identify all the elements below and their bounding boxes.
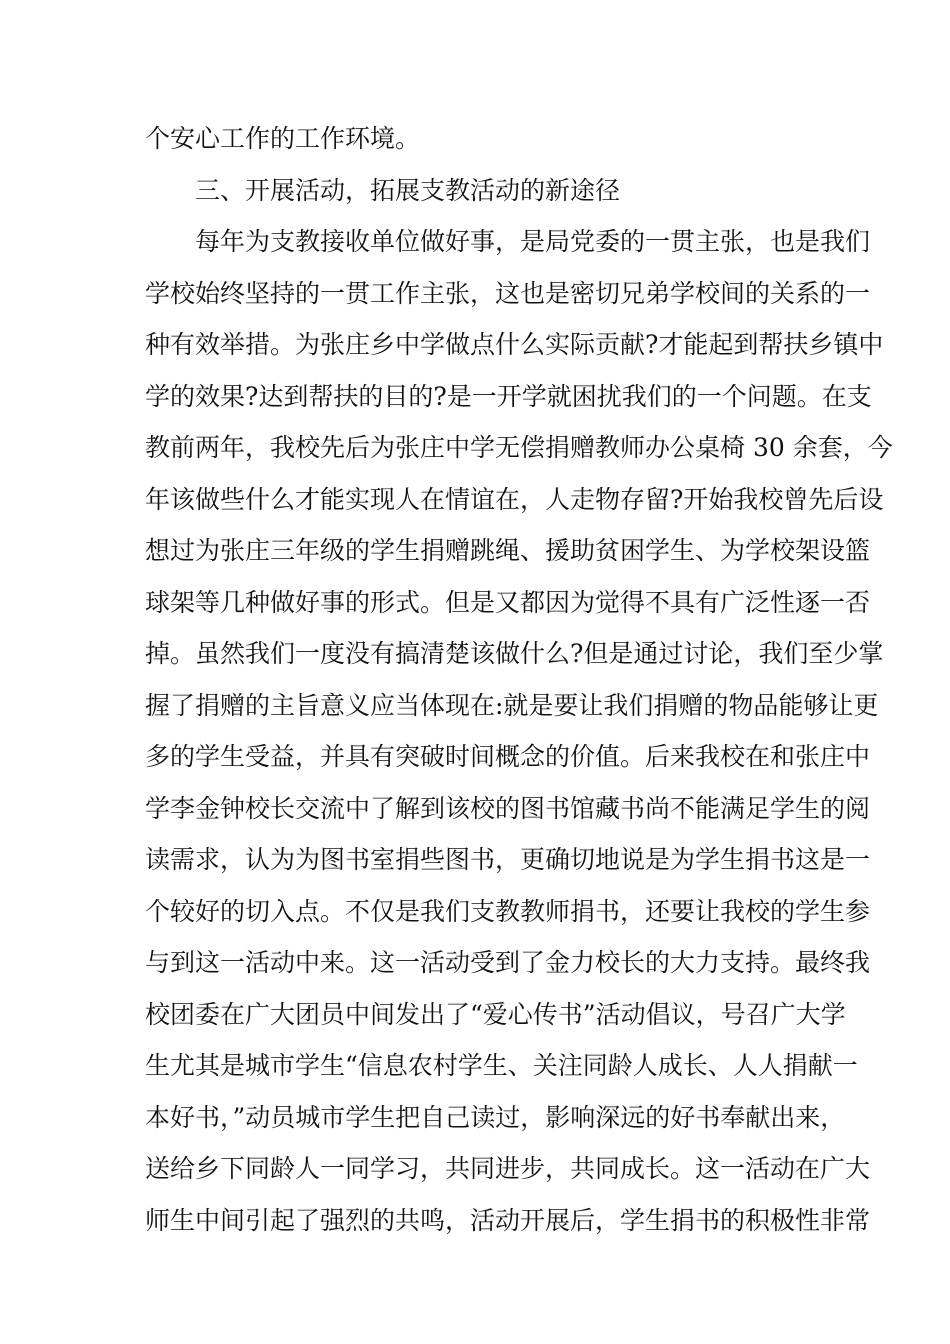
paragraph-line: 握了捐赠的主旨意义应当体现在:就是要让我们捐赠的物品能够让更 [145,690,879,720]
paragraph-line: 多的学生受益，并具有突破时间概念的价值。后来我校在和张庄中 [145,742,871,771]
paragraph-line: 教前两年，我校先后为张庄中学无偿捐赠教师办公桌椅 30 余套，今 [145,433,893,462]
paragraph-line: 学的效果?达到帮扶的目的?是一开学就困扰我们的一个问题。在支 [145,381,872,411]
paragraph-line: 年该做些什么才能实现人在情谊在，人走物存留?开始我校曾先后设 [145,484,884,514]
paragraph-line: 生尤其是城市学生“信息农村学生、关注同龄人成长、人人捐献一 [145,1051,858,1080]
paragraph-line: 个较好的切入点。不仅是我们支教教师捐书，还要让我校的学生参 [145,896,871,926]
paragraph-line: 学李金钟校长交流中了解到该校的图书馆藏书尚不能满足学生的阅 [145,793,871,823]
paragraph-line: 本好书，”动员城市学生把自己读过，影响深远的好书奉献出来， [145,1102,846,1132]
paragraph-line: 掉。虽然我们一度没有搞清楚该做什么?但是通过讨论，我们至少掌 [145,639,884,668]
paragraph-line: 送给乡下同龄人一同学习，共同进步，共同成长。这一活动在广大 [145,1154,871,1183]
paragraph-line: 读需求，认为为图书室捐些图书，更确切地说是为学生捐书这是一 [145,845,871,874]
paragraph-line: 学校始终坚持的一贯工作主张，这也是密切兄弟学校间的关系的一 [145,278,871,308]
paragraph-line: 球架等几种做好事的形式。但是又都因为觉得不具有广泛性逐一否 [145,587,871,617]
paragraph-line: 想过为张庄三年级的学生捐赠跳绳、援助贫困学生、为学校架设篮 [145,536,871,565]
paragraph-line: 每年为支教接收单位做好事，是局党委的一贯主张，也是我们 [195,227,871,256]
paragraph-line: 师生中间引起了强烈的共鸣，活动开展后，学生捐书的积极性非常 [145,1205,871,1235]
paragraph-line: 种有效举措。为张庄乡中学做点什么实际贡献?才能起到帮扶乡镇中 [145,330,884,359]
paragraph-line: 与到这一活动中来。这一活动受到了金力校长的大力支持。最终我 [145,948,871,977]
paragraph-line: 校团委在广大团员中间发出了“爱心传书”活动倡议，号召广大学 [145,999,846,1029]
continuation-line: 个安心工作的工作环境。 [145,124,421,153]
section-heading: 三、开展活动，拓展支教活动的新途径 [195,175,621,205]
body-text [145,113,893,1246]
